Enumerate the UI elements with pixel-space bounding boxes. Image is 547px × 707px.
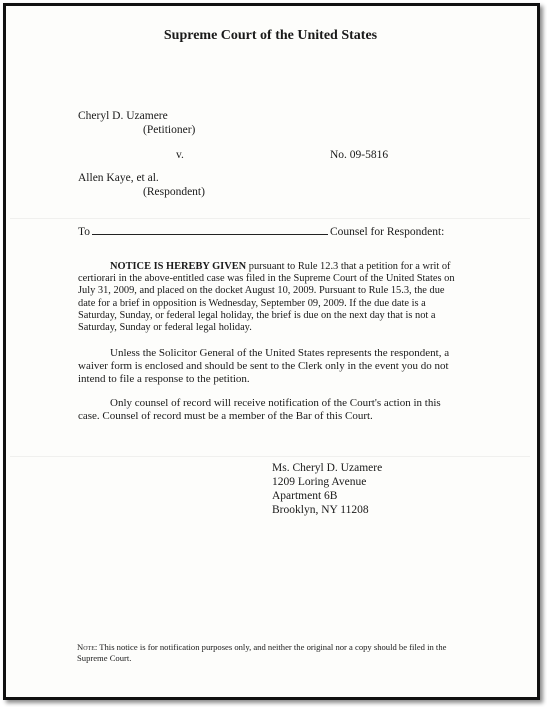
- address-line: Apartment 6B: [272, 490, 338, 502]
- footnote: [77, 642, 467, 663]
- petitioner-name: Cheryl D. Uzamere: [78, 110, 168, 122]
- fold-line: [10, 218, 530, 219]
- to-label: To: [78, 226, 90, 238]
- address-line: 1209 Loring Avenue: [272, 476, 367, 488]
- counsel-paragraph: Only counsel of record will receive notification of the Court's action in this case. Counsel of record must be a member of the Bar of this Court.: [78, 397, 441, 422]
- respondent-role: (Respondent): [143, 186, 205, 198]
- footnote-label: Note: [77, 642, 95, 652]
- notice-body: pursuant to Rule 12.3 that a petition for a writ of certiorari in the above-entitled case was filed in the Supreme Court of the United States on July 31, 2009, and placed on the docket August 10, 2009. Pursuant to Rule 15.3, the due date for a brief in opposition is Wednesday, September 09, 2009. If the due date is a Saturday, Sunday, or federal legal holiday, the brief is due on the next day that is not a Saturday, Sunday or federal legal holiday.: [78, 261, 455, 334]
- footnote-text: : This notice is for notification purposes only, and neither the original nor a copy should be filed in the Supreme Court.: [77, 642, 447, 663]
- to-line: [78, 224, 444, 238]
- counsel-label: Counsel for Respondent:: [329, 226, 445, 238]
- case-number: No. 09-5816: [330, 149, 389, 161]
- waiver-paragraph: Unless the Solicitor General of the United States represents the respondent, a waiver form is enclosed and should be sent to the Clerk only in the event you do not intend to file a response to the petition.: [78, 347, 450, 385]
- address-line: Ms. Cheryl D. Uzamere: [272, 462, 383, 474]
- notice-paragraph: [78, 261, 458, 334]
- counsel-blank-line: [92, 224, 328, 235]
- fold-line: [10, 456, 530, 457]
- notice-lead: NOTICE IS HEREBY GIVEN: [110, 261, 247, 272]
- address-line: Brooklyn, NY 11208: [272, 504, 369, 516]
- court-title: Supreme Court of the United States: [163, 28, 378, 43]
- versus-label: v.: [176, 149, 184, 161]
- respondent-name: Allen Kaye, et al.: [78, 172, 159, 184]
- petitioner-role: (Petitioner): [143, 124, 196, 136]
